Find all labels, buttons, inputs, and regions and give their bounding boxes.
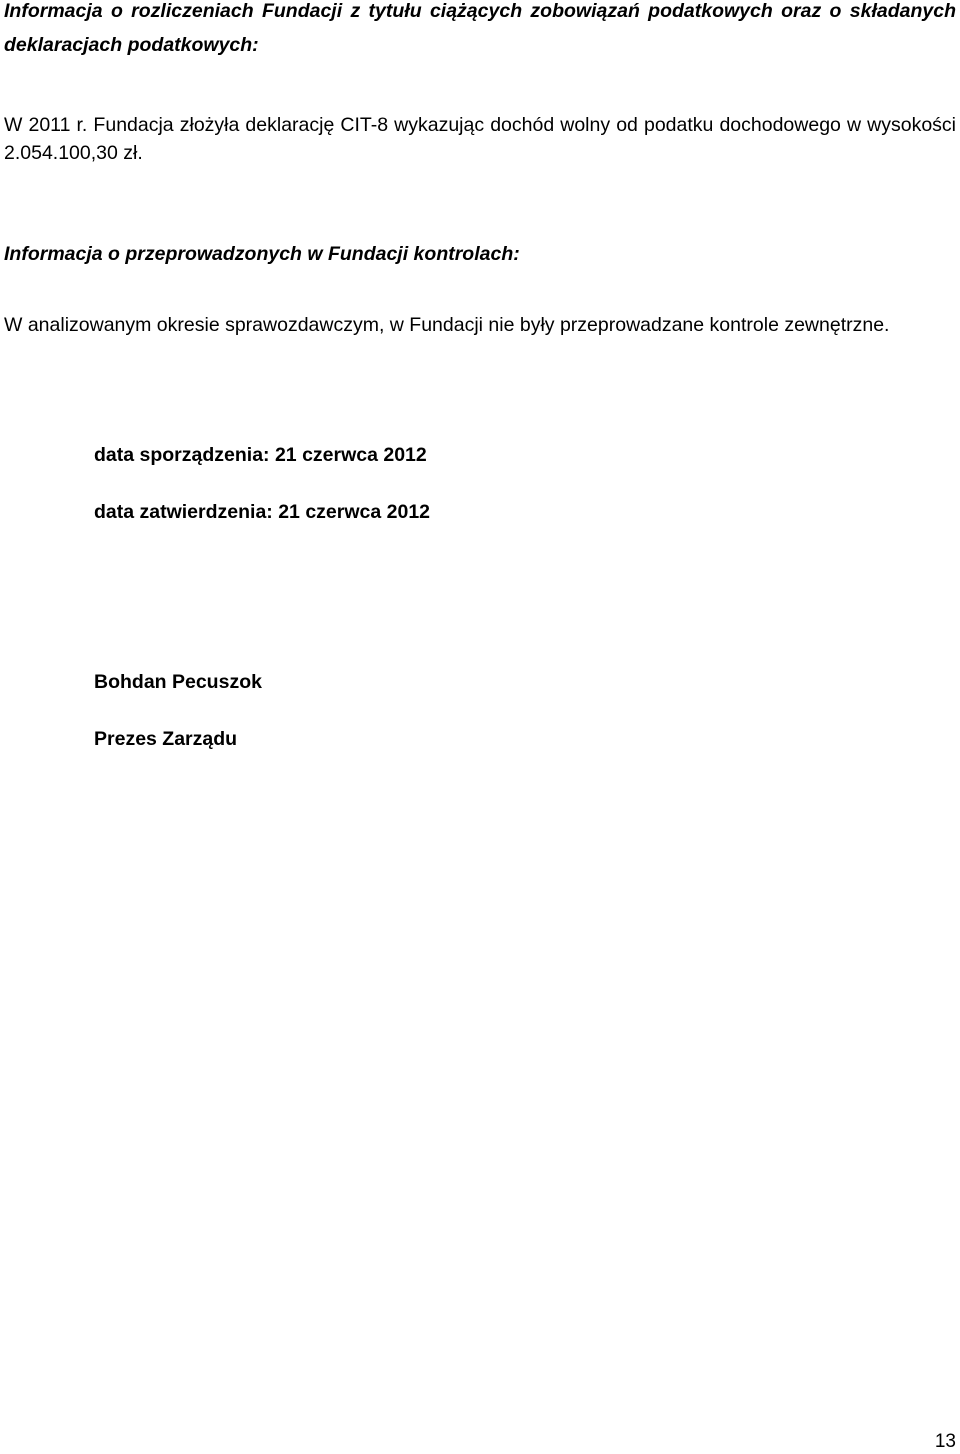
tax-section-heading: Informacja o rozliczeniach Fundacji z tytułu ciążących zobowiązań podatkowych oraz o składanych deklaracjach podatkowych: — [4, 0, 956, 56]
page-number: 13 — [934, 1431, 956, 1452]
tax-section-body: W 2011 r. Fundacja złożyła deklarację CIT-8 wykazując dochód wolny od podatku dochodowego w wysokości 2.054.100,30 zł. — [4, 114, 956, 164]
approval-date: data zatwierdzenia: 21 czerwca 2012 — [94, 501, 431, 523]
signatory-name: Bohdan Pecuszok — [94, 671, 262, 693]
preparation-date: data sporządzenia: 21 czerwca 2012 — [94, 444, 427, 466]
controls-section-body: W analizowanym okresie sprawozdawczym, w Fundacji nie były przeprowadzane kontrole zewnętrzne. — [4, 314, 890, 336]
controls-section-heading: Informacja o przeprowadzonych w Fundacji kontrolach: — [4, 243, 520, 265]
signatory-title: Prezes Zarządu — [94, 728, 238, 750]
